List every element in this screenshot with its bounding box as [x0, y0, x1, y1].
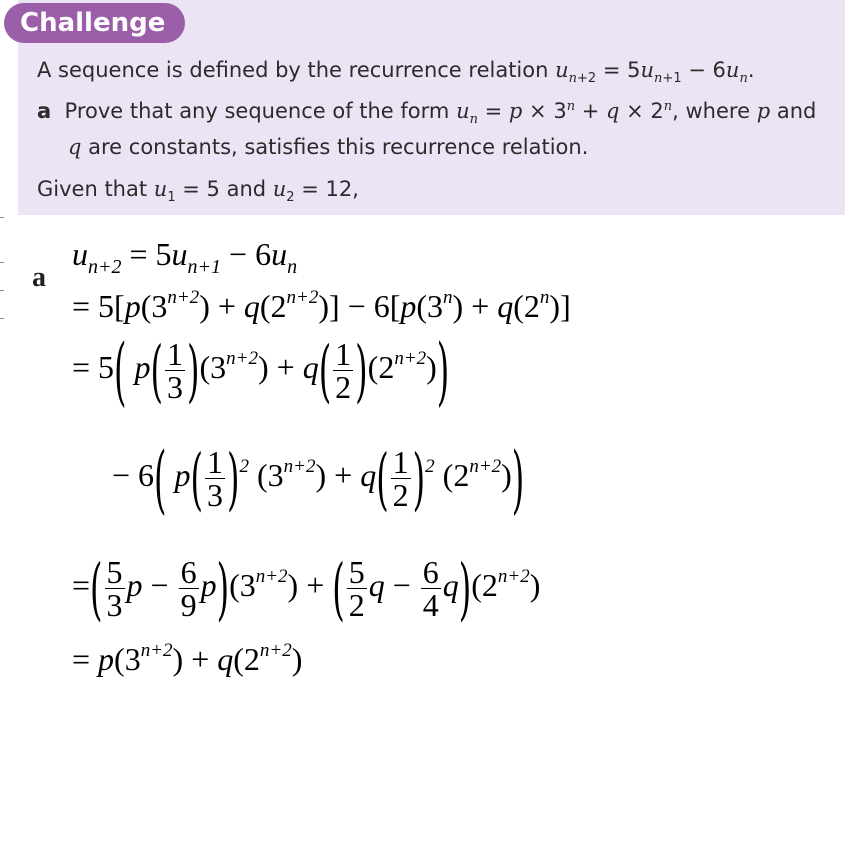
- part-a-letter: a: [37, 99, 52, 123]
- intro-text: A sequence is defined by the recurrence relation: [37, 58, 549, 82]
- intro-line: A sequence is defined by the recurrence relation $u_{n+2} = 5u_{n+1} - 6u_n$.: [37, 58, 755, 87]
- part-a-line1: a Prove that any sequence of the form $u_n = p \times 3^n + q \times 2^n$, where p and: [37, 99, 817, 128]
- part-a-line2: q are constants, satisfies this recurrence relation.: [68, 135, 589, 159]
- solution-line-2: = $5[p(3^{n+2}) + q(2^{n+2})] - 6[p(3^n) + q(2^n)]$: [72, 287, 571, 324]
- edge-mark: [0, 290, 4, 291]
- edge-mark: [0, 217, 4, 218]
- part-a-text: Prove that any sequence of the form: [64, 99, 450, 123]
- edge-mark: [0, 262, 4, 263]
- solution-line-1: $u_{n+2} = 5u_{n+1} - 6u_n$: [72, 236, 298, 278]
- solution-line-6: = $p(3^{n+2}) + q(2^{n+2})$: [72, 640, 303, 677]
- solution-line-5: =( $\frac{5}{3}$ p − $\frac{6}{9}$ $p)(3^{n+2})$ + ( $\frac{5}{2}$ q − $\frac{6}{4}$ $q)(2^{n+2})$: [72, 548, 541, 629]
- challenge-badge: Challenge: [4, 3, 185, 43]
- given-line: Given that $u_1 = 5$ and $u_2 = 12$,: [37, 177, 359, 206]
- solution-line-4: − 6( p( $\frac{1}{3}$ )$^2$ $(3^{n+2}) + q$( $\frac{1}{2}$ )$^2$ $(2^{n+2})$): [112, 434, 525, 523]
- solution-line-3: = 5( p( $\frac{1}{3}$ )$(3^{n+2}) + q$( $\frac{1}{2}$ )$(2^{n+2})$): [72, 326, 450, 415]
- edge-mark: [0, 318, 4, 319]
- solution-part-label: a: [32, 262, 46, 293]
